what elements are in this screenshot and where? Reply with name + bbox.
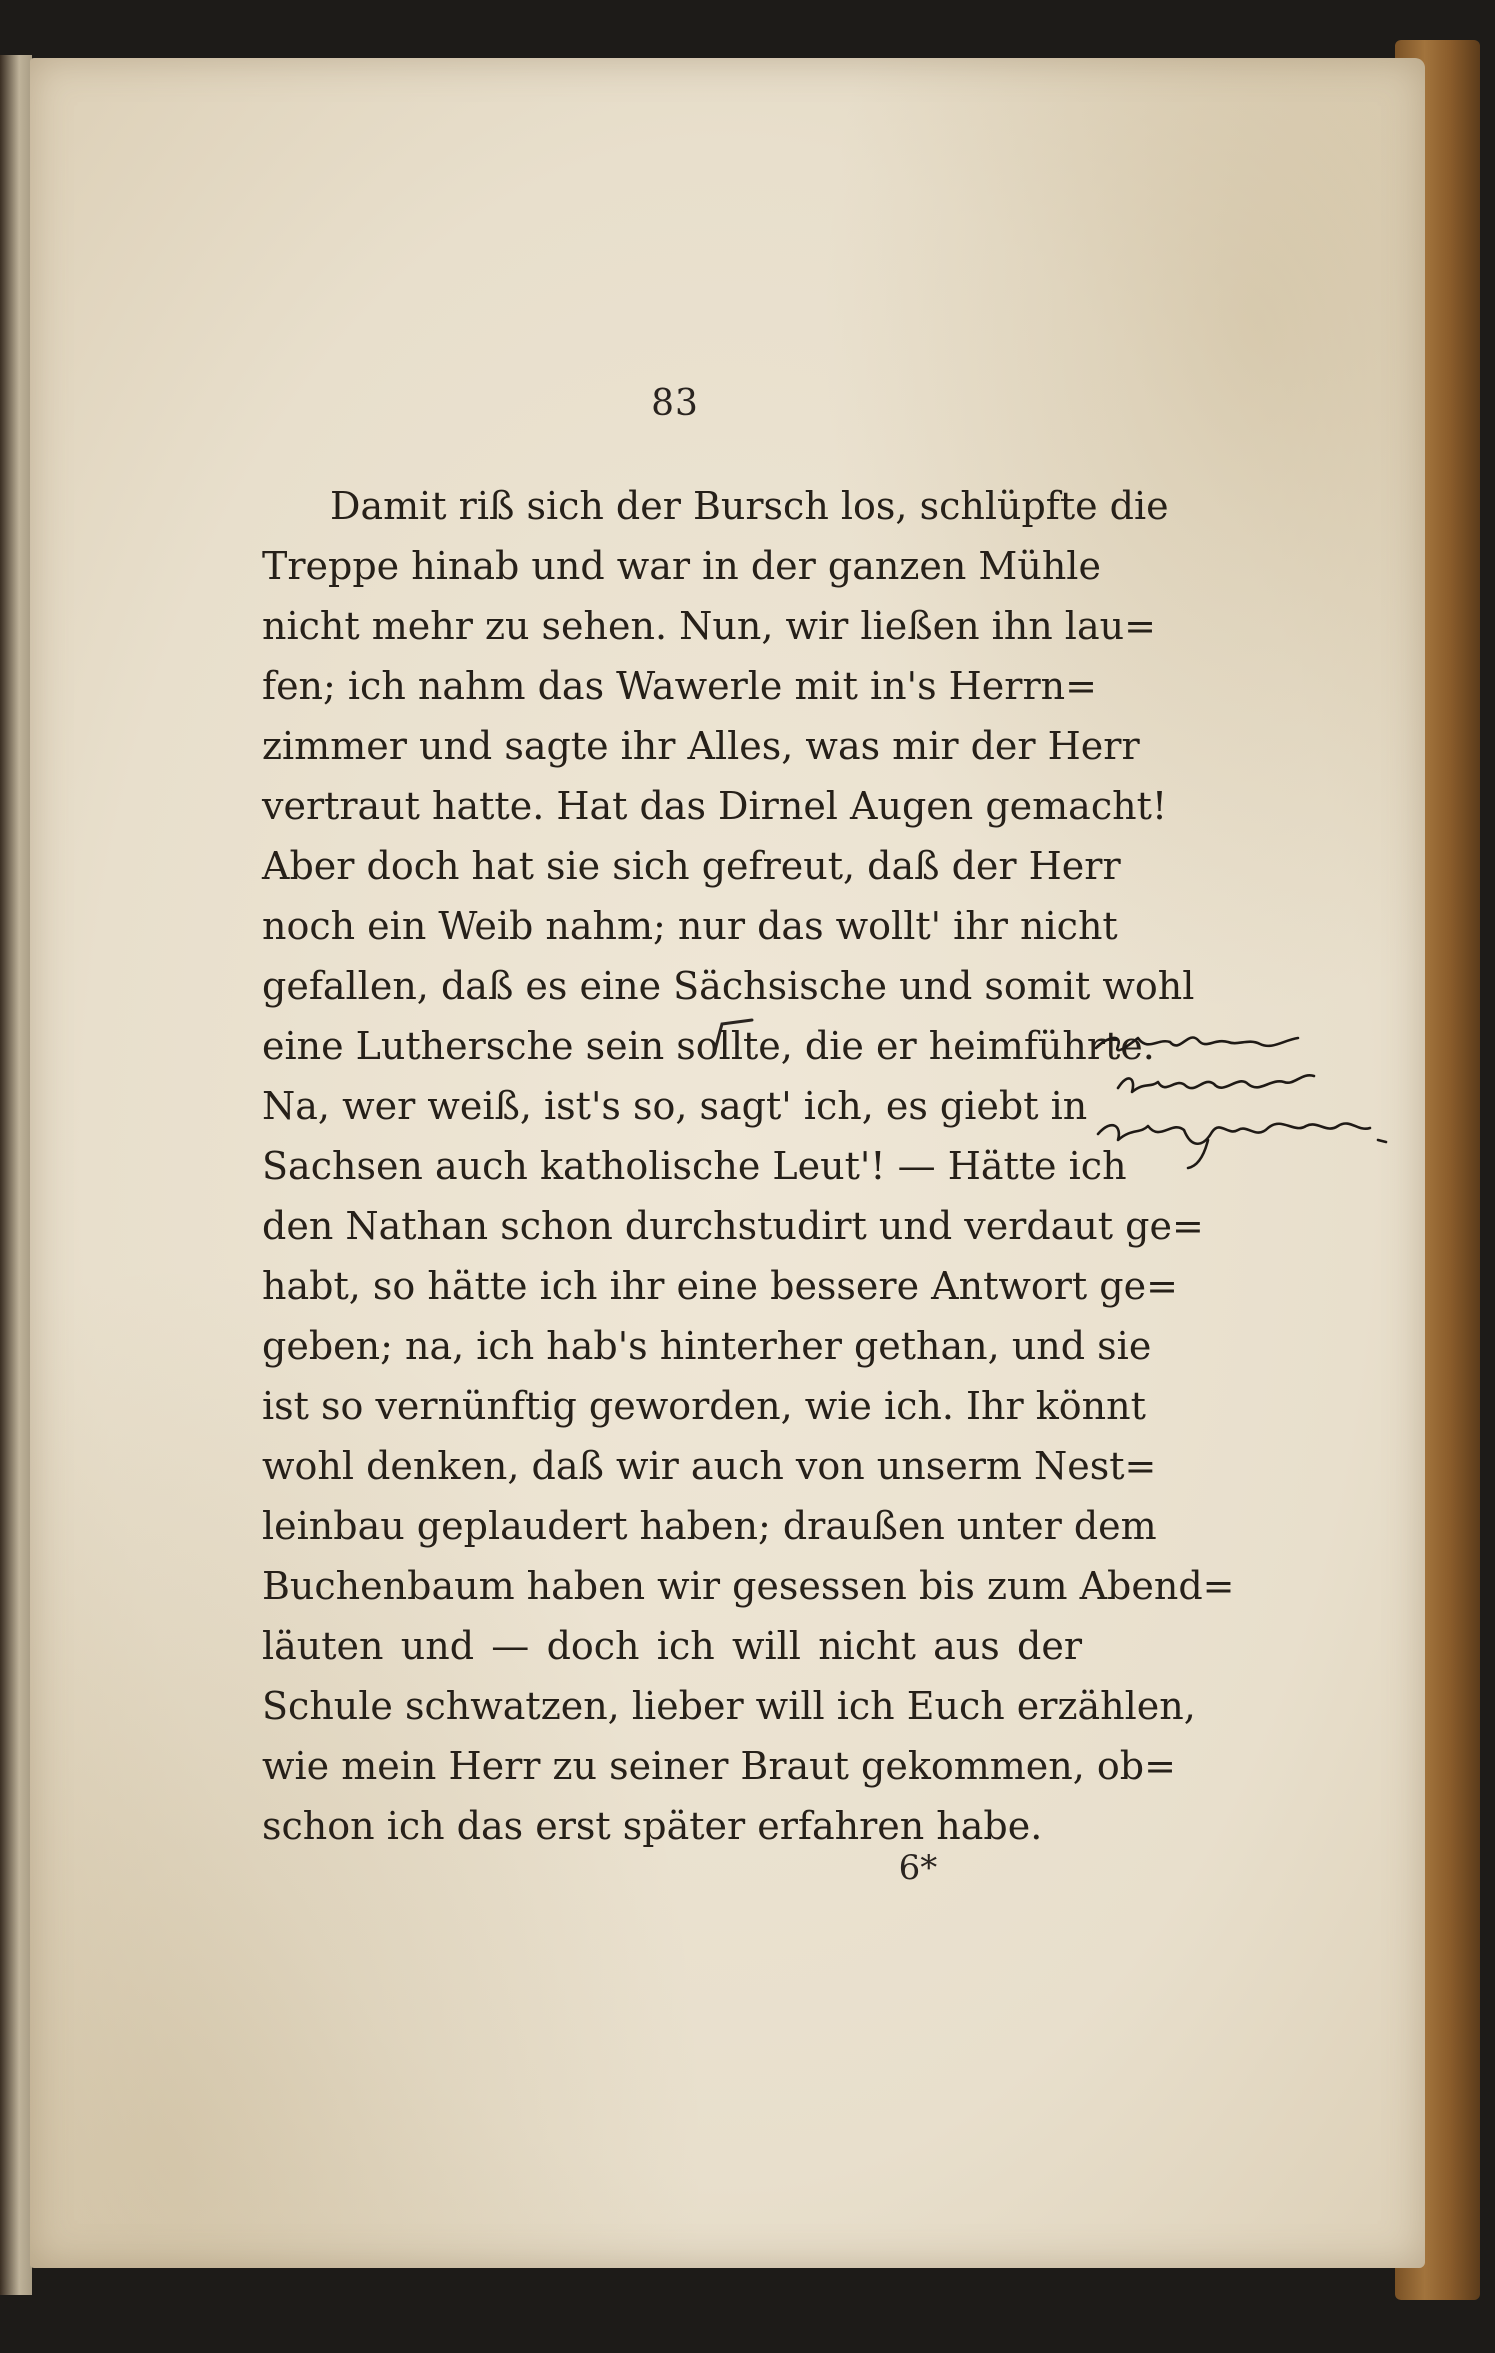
text-line: vertraut hatte. Hat das Dirnel Augen gemacht! [262, 784, 1168, 828]
text-line: Buchenbaum haben wir gesessen bis zum Abend= [262, 1564, 1235, 1608]
book-cover-left-edge [0, 55, 32, 2295]
text-line: Schule schwatzen, lieber will ich Euch erzählen, [262, 1684, 1196, 1728]
text-line: fen; ich nahm das Wawerle mit in's Herrn= [262, 664, 1097, 708]
text-line: Sachsen auch katholische Leut'! — Hätte ich [262, 1144, 1127, 1188]
text-line: geben; na, ich hab's hinterher gethan, und sie [262, 1324, 1152, 1368]
text-line: Damit riß sich der Bursch los, schlüpfte die [330, 484, 1169, 528]
signature-mark: 6* [898, 1848, 938, 1888]
body-text [262, 476, 1235, 1856]
insertion-mark-icon [708, 1018, 758, 1058]
text-line: schon ich das erst später erfahren habe. [262, 1804, 1043, 1848]
text-line: habt, so hätte ich ihr eine bessere Antwort ge= [262, 1264, 1178, 1308]
text-line: nicht mehr zu sehen. Nun, wir ließen ihn lau= [262, 604, 1156, 648]
text-line: gefallen, daß es eine Sächsische und somit wohl [262, 964, 1195, 1008]
text-line: läuten und — doch ich will nicht aus der [262, 1624, 1082, 1668]
handwritten-annotation [1088, 1016, 1408, 1186]
text-line: Na, wer weiß, ist's so, sagt' ich, es giebt in [262, 1084, 1088, 1128]
text-line: zimmer und sagte ihr Alles, was mir der Herr [262, 724, 1140, 768]
text-line: noch ein Weib nahm; nur das wollt' ihr nicht [262, 904, 1118, 948]
text-line: Treppe hinab und war in der ganzen Mühle [262, 544, 1101, 588]
text-line: Aber doch hat sie sich gefreut, daß der Herr [262, 844, 1121, 888]
text-line: den Nathan schon durchstudirt und verdaut ge= [262, 1204, 1204, 1248]
text-line: ist so vernünftig geworden, wie ich. Ihr könnt [262, 1384, 1146, 1428]
text-line: eine Luthersche sein sollte, die er heimführte. [262, 1024, 1155, 1068]
book-page [30, 58, 1425, 2268]
text-line: wie mein Herr zu seiner Braut gekommen, ob= [262, 1744, 1176, 1788]
text-line: leinbau geplaudert haben; draußen unter dem [262, 1504, 1157, 1548]
page-number: 83 [651, 383, 699, 424]
handwriting-scribble-icon [1088, 1016, 1408, 1186]
text-line: wohl denken, daß wir auch von unserm Nest= [262, 1444, 1157, 1488]
